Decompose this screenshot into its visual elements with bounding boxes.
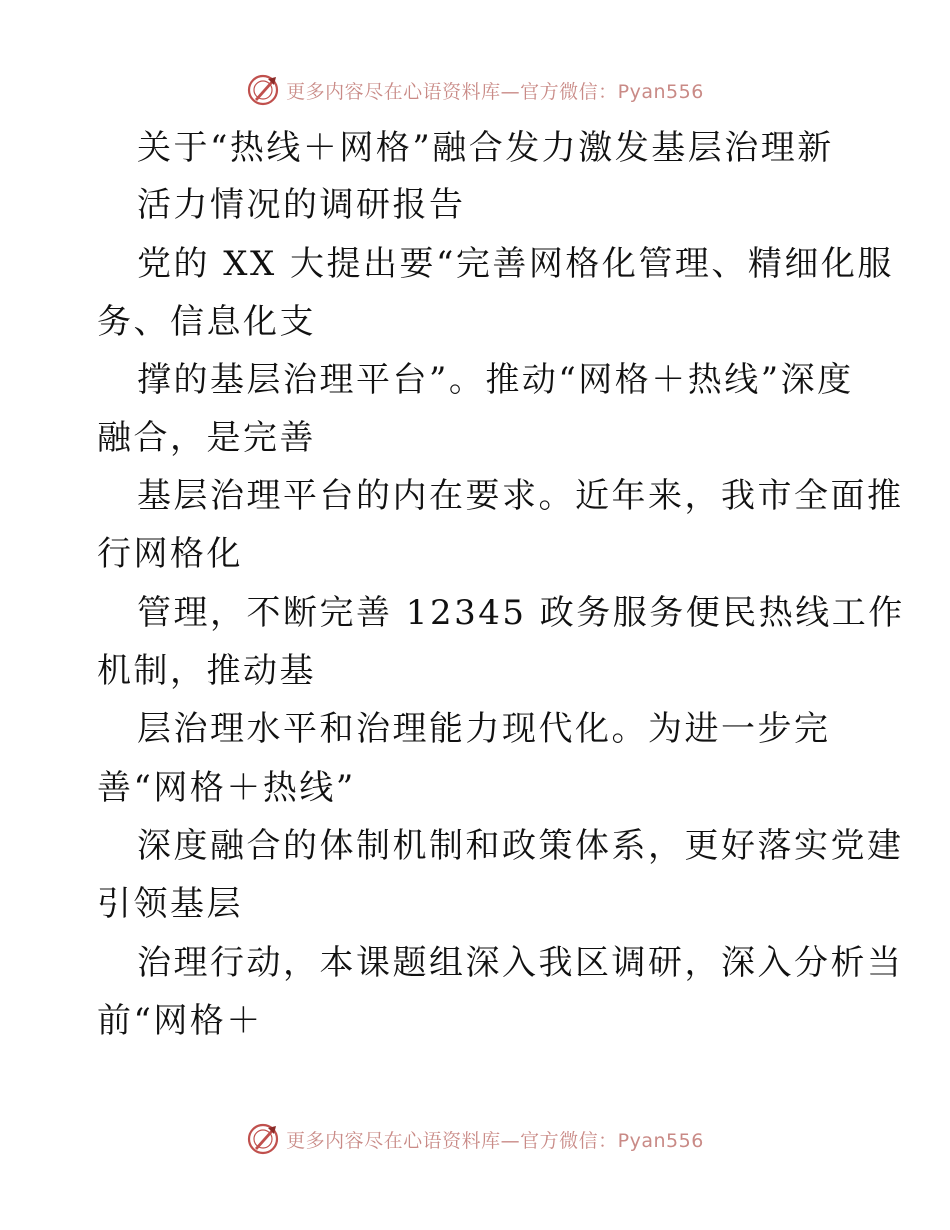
paragraph-line: 融合，是完善 xyxy=(97,418,316,458)
paragraph-line: 务、信息化支 xyxy=(97,302,316,342)
quill-pen-logo-icon xyxy=(246,1122,280,1156)
paragraph-line: 善“网格＋热线” xyxy=(97,768,356,808)
paragraph-line: 引领基层 xyxy=(97,884,243,924)
paragraph-line: 治理行动，本课题组深入我区调研，深入分析当 xyxy=(137,943,904,983)
doc-title-line-1: 关于“热线＋网格”融合发力激发基层治理新 xyxy=(137,128,834,168)
paragraph-line: 党的 XX 大提出要“完善网格化管理、精细化服 xyxy=(137,244,894,284)
doc-title-line-2: 活力情况的调研报告 xyxy=(137,185,466,225)
quill-pen-logo-icon xyxy=(246,73,280,107)
paragraph-line: 基层治理平台的内在要求。近年来，我市全面推 xyxy=(137,476,904,516)
header-banner-text: 更多内容尽在心语资料库—官方微信：Pyan556 xyxy=(286,80,704,103)
footer-banner-text: 更多内容尽在心语资料库—官方微信：Pyan556 xyxy=(286,1129,704,1152)
paragraph-line: 机制，推动基 xyxy=(97,651,316,691)
paragraph-line: 层治理水平和治理能力现代化。为进一步完 xyxy=(137,709,831,749)
paragraph-line: 前“网格＋ xyxy=(97,1001,263,1041)
footer-banner xyxy=(0,1119,950,1159)
header-banner xyxy=(0,70,950,110)
paragraph-line: 管理，不断完善 12345 政务服务便民热线工作 xyxy=(137,593,905,633)
paragraph-line: 撑的基层治理平台”。推动“网格＋热线”深度 xyxy=(137,360,854,400)
paragraph-line: 深度融合的体制机制和政策体系，更好落实党建 xyxy=(137,826,904,866)
paragraph-line: 行网格化 xyxy=(97,534,243,574)
